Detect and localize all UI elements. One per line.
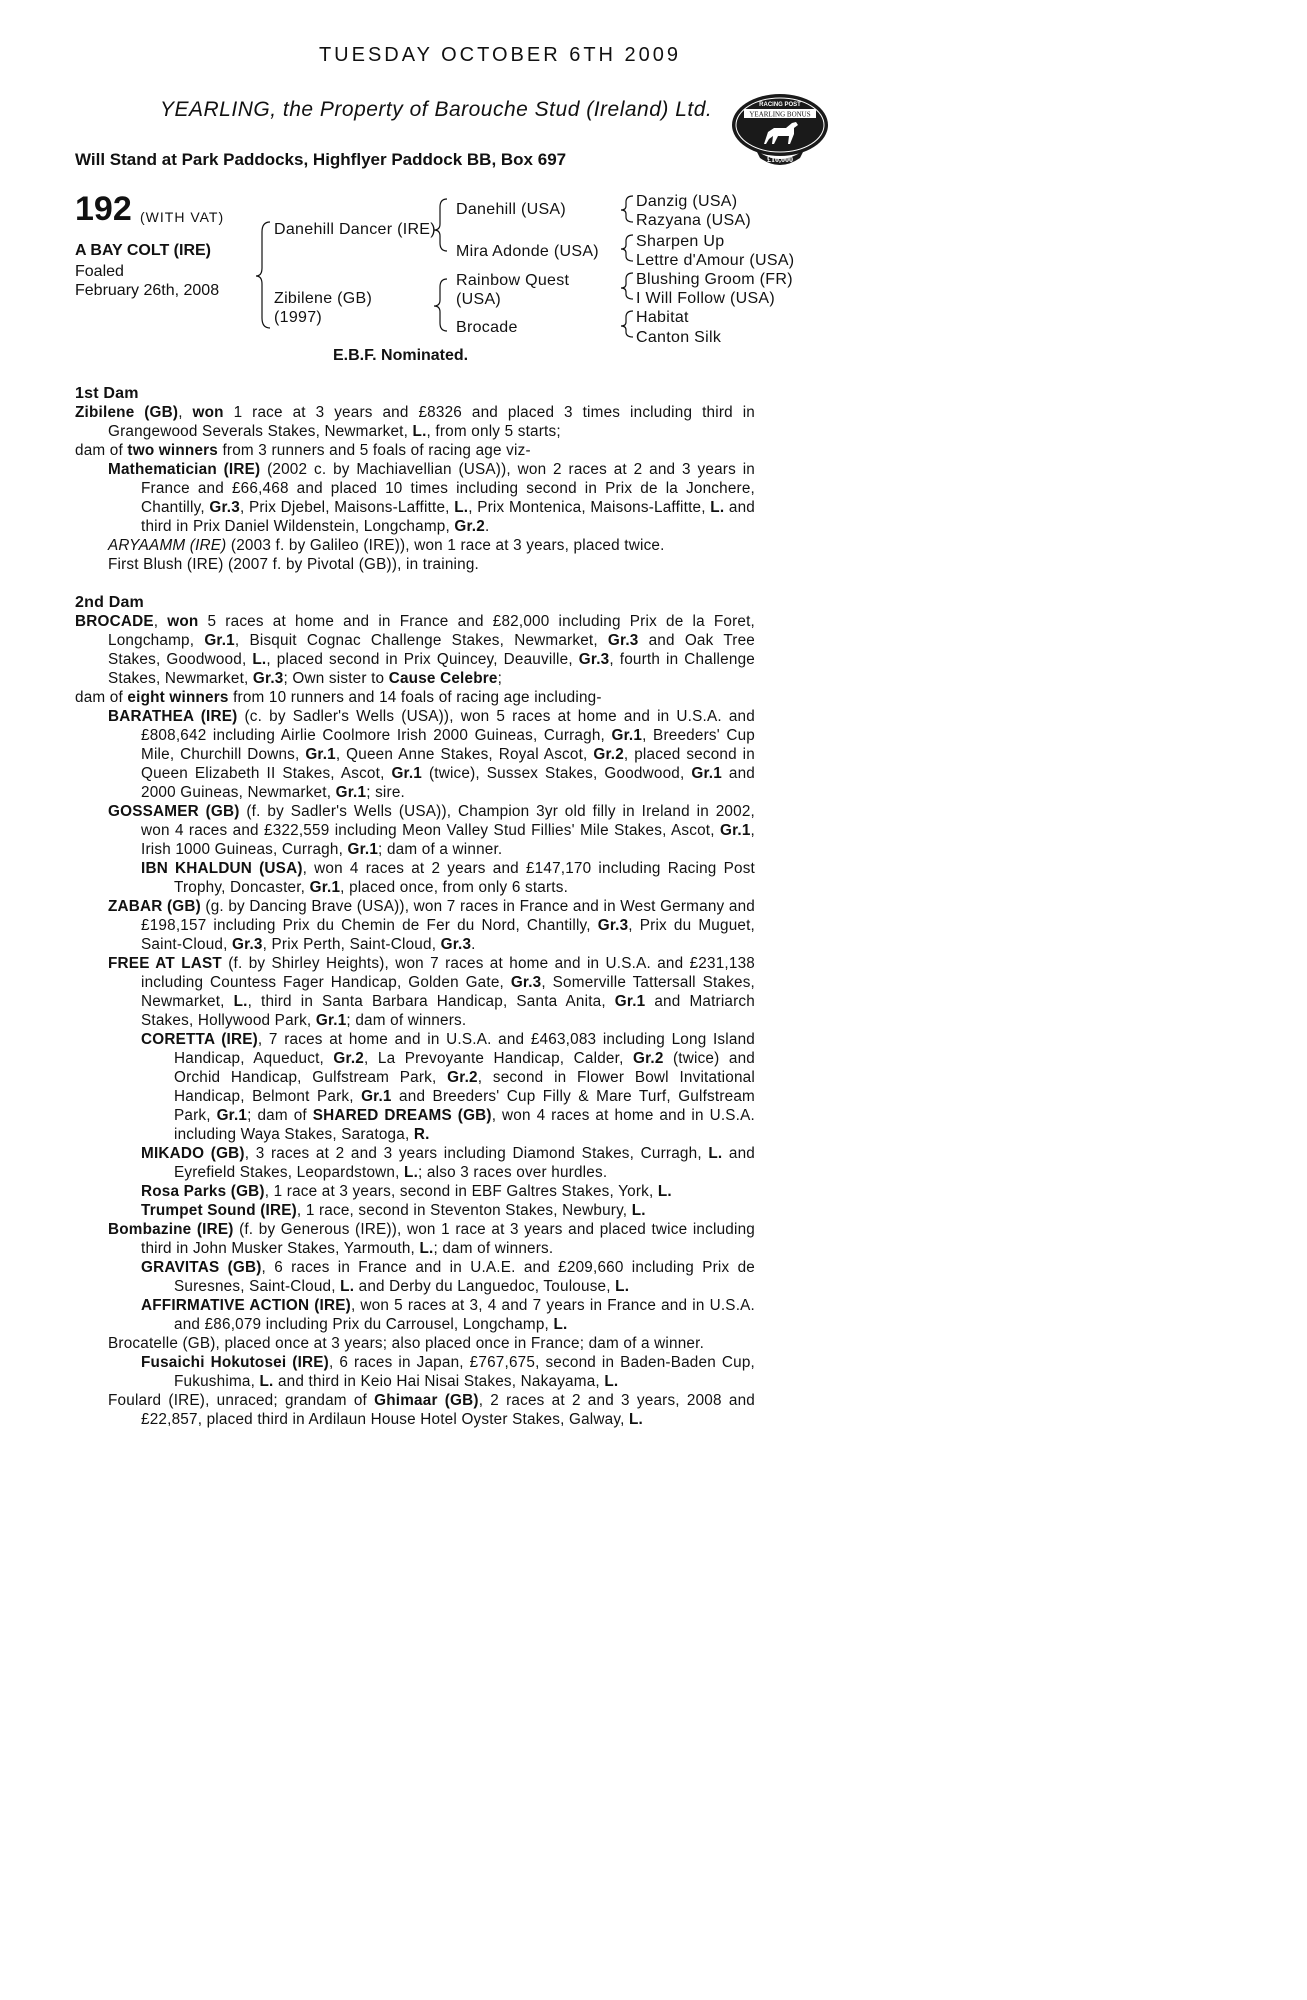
second-dam-grand-produce-entry: AFFIRMATIVE ACTION (IRE), won 5 races at 3, 4 and 7 years in France and in U.S.A. and £86,079 including Prix du Carrousel, Longchamp, L. bbox=[141, 1297, 755, 1333]
pedigree-dam-year: (1997) bbox=[274, 309, 323, 326]
sale-date: TUESDAY OCTOBER 6TH 2009 bbox=[318, 44, 682, 66]
pedigree-sire: Danehill Dancer (IRE) bbox=[274, 221, 436, 238]
second-dam-section bbox=[75, 593, 755, 1429]
second-dam-grand-produce-entry: IBN KHALDUN (USA), won 4 races at 2 years and £147,170 including Racing Post Trophy, Doncaster, Gr.1, placed once, from only 6 starts. bbox=[141, 860, 756, 896]
second-dam-produce-line: dam of eight winners from 10 runners and 14 foals of racing age including- bbox=[75, 689, 602, 706]
pedigree-dss: Blushing Groom (FR) bbox=[636, 271, 793, 288]
first-dam-produce-entry: Mathematician (IRE) (2002 c. by Machiavellian (USA)), won 2 races at 2 and 3 years in France and £66,468 and placed 10 times including second in Prix de la Jonchere, Chantilly, Gr.3, Prix Djebel, Maisons-Laffitte, L., Prix Montenica, Maisons-Laffitte, L. and third in Prix Daniel Wildenstein, Longchamp, Gr.2. bbox=[108, 461, 755, 535]
badge-bottom-text: £10,000 bbox=[767, 155, 793, 164]
badge-top-text: RACING POST bbox=[759, 102, 801, 108]
pedigree-dam-name: Zibilene (GB) bbox=[274, 290, 373, 307]
second-dam-produce-entry: Brocatelle (GB), placed once at 3 years; also placed once in France; dam of a winner. bbox=[108, 1335, 705, 1352]
pedigree-dam-sire-line1: Rainbow Quest bbox=[456, 272, 570, 289]
second-dam-grand-produce-entry: Rosa Parks (GB), 1 race at 3 years, second in EBF Galtres Stakes, York, L. bbox=[141, 1183, 672, 1200]
second-dam-produce-list bbox=[75, 707, 755, 1429]
second-dam-produce-entry: GOSSAMER (GB) (f. by Sadler's Wells (USA)), Champion 3yr old filly in Ireland in 2002, won 4 races and £322,559 including Meon Valley Stud Fillies' Mile Stakes, Ascot, Gr.1, Irish 1000 Guineas, Curragh, Gr.1; dam of a winner. bbox=[108, 803, 755, 858]
first-dam-produce-entry: ARYAAMM (IRE) (2003 f. by Galileo (IRE)), won 1 race at 3 years, placed twice. bbox=[108, 537, 665, 554]
second-dam-grand-produce-entry: MIKADO (GB), 3 races at 2 and 3 years including Diamond Stakes, Curragh, L. and Eyrefield Stakes, Leopardstown, L.; also 3 races over hurdles. bbox=[141, 1145, 756, 1181]
pedigree-sss: Danzig (USA) bbox=[636, 193, 738, 210]
stand-location-line: Will Stand at Park Paddocks, Highflyer Paddock BB, Box 697 bbox=[75, 150, 567, 169]
second-dam-grand-produce-entry: CORETTA (IRE), 7 races at home and in U.S.A. and £463,083 including Long Island Handicap, Aqueduct, Gr.2, La Prevoyante Handicap, Calder, Gr.2 (twice) and Orchid Handicap, Gulfstream Park, Gr.2, second in Flower Bowl Invitational Handicap, Belmont Park, Gr.1 and Breeders' Cup Filly & Mare Turf, Gulfstream Park, Gr.1; dam of SHARED DREAMS (GB), won 4 races at home and in U.S.A. including Waya Stakes, Saratoga, R. bbox=[141, 1031, 756, 1143]
second-dam-produce-entry: Foulard (IRE), unraced; grandam of Ghimaar (GB), 2 races at 2 and 3 years, 2008 and £22,857, placed third in Ardilaun House Hotel Oyster Stakes, Galway, L. bbox=[108, 1392, 755, 1428]
first-dam-heading: 1st Dam bbox=[75, 385, 139, 402]
first-dam-produce-entry: First Blush (IRE) (2007 f. by Pivotal (GB)), in training. bbox=[108, 556, 479, 573]
pedigree-sire-sire: Danehill (USA) bbox=[456, 201, 567, 218]
pedigree-sdd: Lettre d'Amour (USA) bbox=[636, 252, 795, 269]
pedigree-dam-dam: Brocade bbox=[456, 319, 518, 336]
second-dam-grand-produce-entry: GRAVITAS (GB), 6 races in France and in U.A.E. and £209,660 including Prix de Suresnes, Saint-Cloud, L. and Derby du Languedoc, Toulouse, L. bbox=[141, 1259, 755, 1295]
second-dam-produce-entry: Bombazine (IRE) (f. by Generous (IRE)), won 1 race at 3 years and placed twice including third in John Musker Stakes, Yarmouth, L.; dam of winners. bbox=[108, 1221, 756, 1257]
first-dam-produce-list bbox=[75, 460, 755, 574]
foaled-date: February 26th, 2008 bbox=[75, 282, 220, 299]
second-dam-intro: BROCADE, won 5 races at home and in France and £82,000 including Prix de la Foret, Longchamp, Gr.1, Bisquit Cognac Challenge Stakes, Newmarket, Gr.3 and Oak Tree Stakes, Goodwood, L., placed second in Prix Quincey, Deauville, Gr.3, fourth in Challenge Stakes, Newmarket, Gr.3; Own sister to Cause Celebre; bbox=[75, 613, 756, 687]
ebf-nominated: E.B.F. Nominated. bbox=[333, 347, 469, 364]
second-dam-heading: 2nd Dam bbox=[75, 594, 144, 611]
second-dam-grand-produce-entry: Fusaichi Hokutosei (IRE), 6 races in Japan, £767,675, second in Baden-Baden Cup, Fukushima, L. and third in Keio Hai Nisai Stakes, Nakayama, L. bbox=[141, 1354, 755, 1390]
vat-note: (WITH VAT) bbox=[140, 209, 225, 225]
badge-middle-text: YEARLING BONUS bbox=[749, 110, 811, 119]
pedigree-sire-dam: Mira Adonde (USA) bbox=[456, 243, 599, 260]
pedigree-dds: Habitat bbox=[636, 309, 689, 326]
racing-post-yearling-bonus-badge bbox=[728, 92, 832, 168]
foaled-info bbox=[75, 262, 219, 300]
first-dam-produce-line: dam of two winners from 3 runners and 5 foals of racing age viz- bbox=[75, 442, 531, 459]
lot-description: A BAY COLT (IRE) bbox=[75, 242, 212, 259]
second-dam-produce-entry: FREE AT LAST (f. by Shirley Heights), won 7 races at home and in U.S.A. and £231,138 including Countess Fager Handicap, Golden Gate, Gr.3, Somerville Tattersall Stakes, Newmarket, L., third in Santa Barbara Handicap, Santa Anita, Gr.1 and Matriarch Stakes, Hollywood Park, Gr.1; dam of winners. bbox=[108, 955, 756, 1029]
pedigree-dam-sire-line2: (USA) bbox=[456, 291, 502, 308]
pedigree-ssd: Razyana (USA) bbox=[636, 212, 752, 229]
yearling-vendor-line: YEARLING, the Property of Barouche Stud (Ireland) Ltd. bbox=[160, 98, 713, 121]
pedigree-dam-sire bbox=[456, 271, 569, 309]
lot-number: 192 bbox=[75, 190, 132, 228]
second-dam-grand-produce-entry: Trumpet Sound (IRE), 1 race, second in Steventon Stakes, Newbury, L. bbox=[141, 1202, 646, 1219]
pedigree-dsd: I Will Follow (USA) bbox=[636, 290, 776, 307]
second-dam-produce-entry: ZABAR (GB) (g. by Dancing Brave (USA)), won 7 races in France and in West Germany and £198,157 including Prix du Chemin de Fer du Nord, Chantilly, Gr.3, Prix du Muguet, Saint-Cloud, Gr.3, Prix Perth, Saint-Cloud, Gr.3. bbox=[108, 898, 756, 953]
first-dam-section bbox=[75, 384, 755, 574]
pedigree-dam bbox=[274, 289, 372, 327]
pedigree-ddd: Canton Silk bbox=[636, 329, 722, 346]
first-dam-intro: Zibilene (GB), won 1 race at 3 years and £8326 and placed 3 times including third in Grangewood Severals Stakes, Newmarket, L., from only 5 starts; bbox=[75, 404, 756, 440]
pedigree-sds: Sharpen Up bbox=[636, 233, 725, 250]
second-dam-produce-entry: BARATHEA (IRE) (c. by Sadler's Wells (USA)), won 5 races at home and in U.S.A. and £808,642 including Airlie Coolmore Irish 2000 Guineas, Curragh, Gr.1, Breeders' Cup Mile, Churchill Downs, Gr.1, Queen Anne Stakes, Royal Ascot, Gr.2, placed second in Queen Elizabeth II Stakes, Ascot, Gr.1 (twice), Sussex Stakes, Goodwood, Gr.1 and 2000 Guineas, Newmarket, Gr.1; sire. bbox=[108, 708, 755, 801]
foaled-label: Foaled bbox=[75, 263, 124, 280]
